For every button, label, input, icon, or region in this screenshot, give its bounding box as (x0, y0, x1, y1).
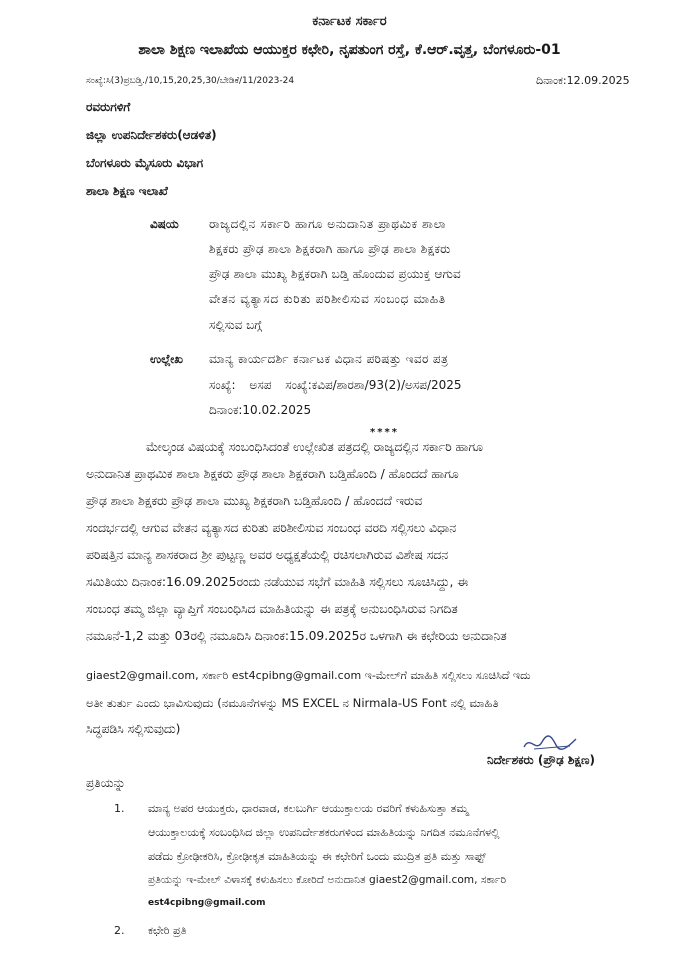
body-line: ಸಿದ್ಧಪಡಿಸಿ ಸಲ್ಲಿಸುವುದು) (86, 722, 181, 736)
addressee-to: ರವರುಗಳಿಗೆ (86, 100, 131, 114)
subject-line: ಶಿಕ್ಷಕರು ಪ್ರೌಢ ಶಾಲಾ ಶಿಕ್ಷಕರಾಗಿ ಹಾಗೂ ಪ್ರೌಢ ಶಾಲಾ ಶಿಕ್ಷಕರು (209, 242, 451, 256)
subject-line: ರಾಜ್ಯದಲ್ಲಿನ ಸರ್ಕಾರಿ ಹಾಗೂ ಅನುದಾನಿತ ಪ್ರಾಥಮಿಕ ಶಾಲಾ (209, 217, 447, 231)
addressee-line-1: ಜಿಲ್ಲಾ ಉಪನಿರ್ದೇಶಕರು(ಆಡಳಿತ) (86, 128, 217, 142)
copies-heading: ಪ್ರತಿಯನ್ನು (86, 776, 126, 790)
subject-line: ಸಲ್ಲಿಸುವ ಬಗ್ಗೆ (209, 318, 262, 332)
copy-item-line: ಮಾನ್ಯ ಅಪರ ಆಯುಕ್ತರು, ಧಾರವಾಡ, ಕಲಬುರ್ಗಿ ಆಯುಕ್ತಾಲಯ ರವರಿಗೆ ಕಳುಹಿಸುತ್ತಾ ತಮ್ಮ (148, 802, 469, 815)
reference-line: ದಿನಾಂಕ:10.02.2025 (209, 403, 312, 417)
addressee-line-3: ಶಾಲಾ ಶಿಕ್ಷಣ ಇಲಾಖೆ (86, 184, 168, 198)
body-line: ಅತೀ ತುರ್ತು ಎಂದು ಭಾವಿಸುವುದು (ನಮೂನೆಗಳನ್ನು MS EXCEL ನ Nirmala-US Font ನಲ್ಲಿ ಮಾಹಿತಿ (86, 696, 499, 710)
office-address: ಶಾಲಾ ಶಿಕ್ಷಣ ಇಲಾಖೆಯ ಆಯುಕ್ತರ ಕಛೇರಿ, ನೃಪತುಂಗ ರಸ್ತೆ, ಕೆ.ಆರ್.ವೃತ್ತ, ಬೆಂಗಳೂರು-01 (138, 42, 561, 58)
copy-item-line: ಪಡೆದು ಕ್ರೋಢೀಕರಿಸಿ, ಕ್ರೋಢೀಕೃತ ಮಾಹಿತಿಯನ್ನು ಈ ಕಛೇರಿಗೆ ಒಂದು ಮುದ್ರಿತ ಪ್ರತಿ ಮತ್ತು ಸಾಫ್ಟ್ (148, 850, 487, 863)
body-line: ಸಂಬಂಧ ತಮ್ಮ ಜಿಲ್ಲಾ ವ್ಯಾಪ್ತಿಗೆ ಸಂಬಂಧಿಸಿದ ಮಾಹಿತಿಯನ್ನು ಈ ಪತ್ರಕ್ಕೆ ಅನುಬಂಧಿಸಿರುವ ನಿಗದಿತ (86, 602, 458, 616)
subject-line: ವೇತನ ವ್ಯತ್ಯಾಸದ ಕುರಿತು ಪರಿಶೀಲಿಸುವ ಸಂಬಂಧ ಮಾಹಿತಿ (209, 292, 446, 306)
body-line: ಪರಿಷತ್ತಿನ ಮಾನ್ಯ ಶಾಸಕರಾದ ಶ್ರೀ ಪುಟ್ಟಣ್ಣ ಅವರ ಅಧ್ಯಕ್ಷತೆಯಲ್ಲಿ ರಚಿಸಲಾಗಿರುವ ವಿಶೇಷ ಸದನ (86, 548, 449, 562)
separator: **** (370, 427, 399, 438)
body-line: ಪ್ರೌಢ ಶಾಲಾ ಶಿಕ್ಷಕರು ಪ್ರೌಢ ಶಾಲಾ ಮುಖ್ಯ ಶಿಕ್ಷಕರಾಗಿ ಬಡ್ತಿಹೊಂದಿ / ಹೊಂದದೆ ಇರುವ (86, 494, 423, 508)
copy-item-line: ಪ್ರತಿಯನ್ನು ಇ-ಮೇಲ್ ವಿಳಾಸಕ್ಕೆ ಕಳುಹಿಸಲು ಕೋರಿದೆ ಅನುದಾನಿತ giaest2@gmail.com, ಸರ್ಕಾರಿ (148, 874, 507, 886)
body-line: ನಮೂನೆ-1,2 ಮತ್ತು 03ರಲ್ಲಿ ನಮೂದಿಸಿ ದಿನಾಂಕ:15.09.2025ರ ಒಳಗಾಗಿ ಈ ಕಛೇರಿಯ ಅನುದಾನಿತ (86, 629, 507, 643)
reference-line: ಮಾನ್ಯ ಕಾರ್ಯದರ್ಶಿ ಕರ್ನಾಟಕ ವಿಧಾನ ಪರಿಷತ್ತು ಇವರ ಪತ್ರ (209, 352, 449, 366)
signatory-title: ನಿರ್ದೇಶಕರು (ಪ್ರೌಢ ಶಿಕ್ಷಣ) (487, 753, 595, 767)
signature-scribble (520, 733, 580, 755)
copy-item-line: est4cpibng@gmail.com (148, 898, 266, 908)
body-line: ಅನುದಾನಿತ ಪ್ರಾಥಮಿಕ ಶಾಲಾ ಶಿಕ್ಷಕರು ಪ್ರೌಢ ಶಾಲಾ ಶಿಕ್ಷಕರಾಗಿ ಬಡ್ತಿಹೊಂದಿ / ಹೊಂದದೆ ಹಾಗೂ (86, 467, 459, 481)
body-line: ಸಂದರ್ಭದಲ್ಲಿ ಆಗುವ ವೇತನ ವ್ಯತ್ಯಾಸದ ಕುರಿತು ಪರಿಶೀಲಿಸುವ ಸಂಬಂಧ ವರದಿ ಸಲ್ಲಿಸಲು ವಿಧಾನ (86, 521, 457, 535)
reference-label: ಉಲ್ಲೇಖ (150, 352, 183, 366)
letter-date: ದಿನಾಂಕ:12.09.2025 (536, 74, 630, 87)
government-title: ಕರ್ನಾಟಕ ಸರ್ಕಾರ (312, 14, 387, 29)
copy-item-number: 1. (114, 802, 125, 815)
reference-number: ಸಂಖ್ಯೆ:ಸಿ(3)ಪ್ರಬಡ್ತಿ./10,15,20,25,30/ಬೇಡಿಕೆ/11/2023-24 (86, 76, 295, 86)
copy-item-line: ಕಛೇರಿ ಪ್ರತಿ (148, 924, 187, 937)
body-line: ಸಮಿತಿಯು ದಿನಾಂಕ:16.09.2025ರಂದು ನಡೆಯುವ ಸಭೆಗೆ ಮಾಹಿತಿ ಸಲ್ಲಿಸಲು ಸೂಚಿಸಿದ್ದು, ಈ (86, 575, 468, 589)
subject-line: ಪ್ರೌಢ ಶಾಲಾ ಮುಖ್ಯ ಶಿಕ್ಷಕರಾಗಿ ಬಡ್ತಿ ಹೊಂದುವ ಪ್ರಯುಕ್ತ ಆಗುವ (209, 267, 461, 281)
body-line: ಮೇಲ್ಕಂಡ ವಿಷಯಕ್ಕೆ ಸಂಬಂಧಿಸಿದಂತೆ ಉಲ್ಲೇಖಿತ ಪತ್ರದಲ್ಲಿ ರಾಜ್ಯದಲ್ಲಿನ ಸರ್ಕಾರಿ ಹಾಗೂ (146, 440, 483, 454)
addressee-line-2: ಬೆಂಗಳೂರು ಮೈಸೂರು ವಿಭಾಗ (86, 156, 204, 170)
copy-item-line: ಆಯುಕ್ತಾಲಯಕ್ಕೆ ಸಂಬಂಧಿಸಿದ ಜಿಲ್ಲಾ ಉಪನಿರ್ದೇಶಕರುಗಳಿಂದ ಮಾಹಿತಿಯನ್ನು ನಿಗದಿತ ನಮೂನೆಗಳಲ್ಲಿ (148, 826, 500, 839)
subject-label: ವಿಷಯ (150, 217, 179, 231)
reference-line: ಸಂಖ್ಯೆ: ಅಸಪ ಸಂಖ್ಯೆ:ಕವಿಪ/ಶಾರಶಾ/93(2)/ಅಸಪ/2025 (209, 378, 462, 392)
copy-item-number: 2. (114, 924, 125, 937)
body-line: giaest2@gmail.com, ಸರ್ಕಾರಿ est4cpibng@gmail.com ಇ-ಮೇಲ್‌ಗೆ ಮಾಹಿತಿ ಸಲ್ಲಿಸಲು ಸೂಚಿಸಿದೆ ಇದು (86, 669, 531, 682)
